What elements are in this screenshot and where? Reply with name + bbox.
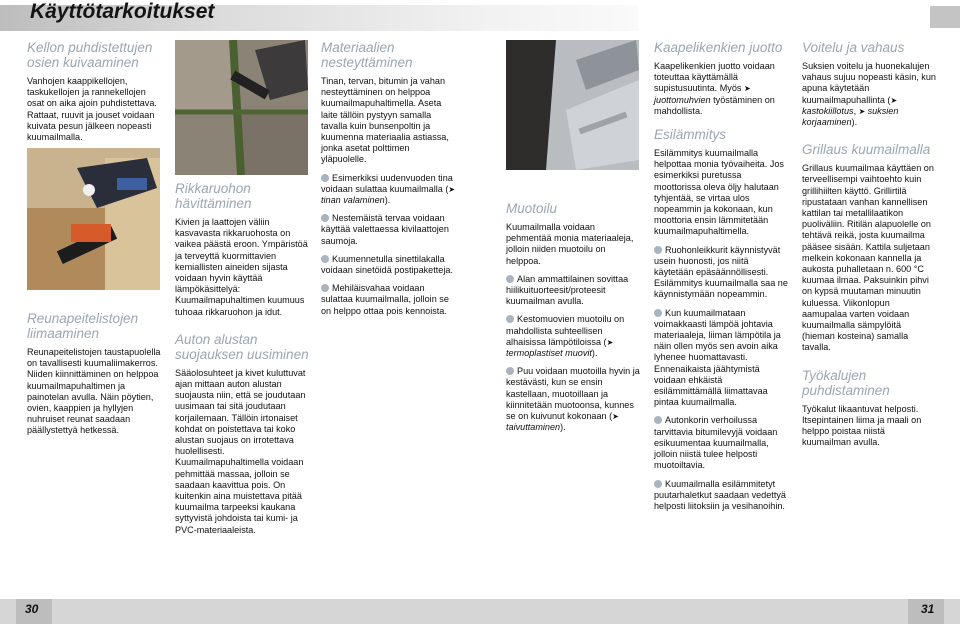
bullet-letkut: Kuumailmalla esilämmitetyt puutarhaletkut saadaan vedettyä helposti liitoksiin ja vesihanoihin.	[654, 478, 786, 511]
bullet-dot-icon	[506, 315, 514, 323]
heading-auton-alusta: Auton alustan suojauksen uusiminen	[175, 331, 309, 362]
link-tinan-valaminen[interactable]: tinan valaminen	[321, 195, 385, 206]
arrow-icon: ➤	[890, 95, 898, 105]
bullet-tina: Esimerkiksi uudenvuoden tina voidaan sulattaa kuumailmalla (➤ tinan valaminen).	[321, 172, 456, 206]
column-1	[27, 40, 162, 150]
bullet-hiilikuitu: Alan ammattilainen sovittaa hiilikuituorteesit/proteesit kuumailman avulla.	[506, 273, 629, 307]
arrow-icon: ➤	[448, 184, 456, 194]
bullet-sinetti: Kuumennetulla sinettilakalla voidaan sinetöidä postipaketteja.	[321, 253, 453, 276]
paragraph-muotoilu: Kuumailmalla voidaan pehmentää monia materiaaleja, jolloin niiden muotoilu on helppoa.	[506, 222, 634, 266]
arrow-icon: ➤	[743, 84, 751, 94]
arrow-icon: ➤	[858, 106, 868, 116]
paragraph-rikkaruoho: Kivien ja laattojen väliin kasvavasta rikkaruohosta on vaikea päästä eroon. Ympäristöä ja terveyttä kuormittavien kemiallisten aineiden sijasta voidaan hyvin käyttää lämpökäsittelyä: Kuumailmapuhaltimen kuumuus tuhoaa rikkaruohon ja idut.	[175, 217, 308, 317]
paragraph-reunapeite: Reunapeitelistojen taustapuolella on tavallisesti kuumaliimakerros. Niiden kiinnittäminen on helppoa kuumailmapuhaltimen ja painotelan avulla. Näin pöytien, ovien, kaappien ja hyllyjen nuhruiset reunat saadaan päällystettyä hetkessä.	[27, 347, 161, 436]
heading-voitelu: Voitelu ja vahaus	[802, 40, 905, 55]
link-termoplastiset[interactable]: termoplastiset muovit	[506, 348, 592, 359]
heading-grillaus: Grillaus kuumailmalla	[802, 142, 931, 158]
column-1-lower	[27, 311, 162, 444]
bullet-terva: Nestemäistä tervaa voidaan käyttää valettaessa kivilaattojen saumoja.	[321, 213, 449, 246]
heading-tyokalujen: Työkalujen puhdistaminen	[802, 367, 890, 398]
bullet-kestomuovi: Kestomuovien muotoilu on mahdollista suhteellisen alhaisissa lämpötiloissa (➤ termoplastiset muovit).	[506, 314, 625, 359]
column-4	[506, 201, 641, 440]
footer-band	[0, 599, 960, 624]
paragraph-esilammitys: Esilämmitys kuumailmalla helpottaa monia työvaiheita. Jos esimerkiksi puretussa moottorissa oleva öljy halutaan tyhjentää, se virtaa ulos nopeammin ja kokonaan, kun moottoria ensin lämmitetään kuumailmapuhaltimella.	[654, 148, 784, 237]
heading-reunapeite: Reunapeitelistojen liimaaminen	[27, 311, 139, 341]
bullet-dot-icon	[321, 284, 329, 292]
paragraph-materiaalien: Tinan, tervan, bitumin ja vahan nesteyttäminen on helppoa kuumailmapuhaltimella. Aseta laite tällöin pystyyn samalla tavalla kuin bunsenpoltin ja kuumenna materiaalia astiassa, jonka asetat polttimen yläpuolelle.	[321, 76, 449, 165]
paragraph-kaapelikenkien: Kaapelikenkien juotto voidaan toteuttaa käyttämällä supistusuutinta. Myös ➤ juottomuhvien työstäminen on mahdollista.	[654, 61, 775, 116]
heading-materiaalien: Materiaalien nesteyttäminen	[321, 40, 413, 70]
bullet-dot-icon	[654, 416, 662, 424]
link-juottomuhvien[interactable]: juottomuhvien	[654, 94, 711, 105]
column-6	[802, 40, 936, 455]
paragraph-kellon: Vanhojen kaappikellojen, taskukellojen ja rannekellojen osat on aika ajoin puhdistettava. Rattaat, ruuvit ja jouset voidaan kuivata pesun jälkeen nopeasti kuumailmalla.	[27, 76, 157, 143]
bullet-dot-icon	[321, 174, 329, 182]
link-kastokiillotus[interactable]: kastokiillotus	[802, 105, 854, 116]
bullet-dot-icon	[654, 309, 662, 317]
link-suksien-korjaaminen[interactable]: suksien korjaaminen	[802, 105, 899, 128]
molding-photo	[506, 40, 639, 170]
bullet-mehilaisvaha: Mehiläisvahaa voidaan sulattaa kuumailmalla, jolloin se on helppo ottaa pois kennoista.	[321, 283, 449, 316]
weed-burning-photo	[175, 40, 308, 175]
page-number-left: 30	[25, 602, 39, 616]
bullet-puu: Puu voidaan muotoilla hyvin ja kestävästi, kun se ensin kastellaan, muotoillaan ja kiinnitetään muotoonsa, kunnes se on kuivunut kokonaan (➤ taivuttaminen).	[506, 366, 640, 433]
paragraph-grillaus: Grillaus kuumailmaa käyttäen on terveellisempi vaihtoehto kuin grillihiilten käyttö. Grillirtilä ripustataan vanhan kannellisen kattilan tai metallilaatikon puoliväliin. Ritilän alapuolelle on tehtävä reikä, josta kuumailma pääsee sisään. Kattila suljetaan melkein kokonaan kannella ja aukosta puhalletaan n. 600 °C kuumaa ilmaa. Paksuinkin pihvi on kypsä muutaman minuutin kuluessa. Viikonlopun aamupalaa varten voidaan kuumailmalla sämpylöitä (hieman kosteina) samalla tavalla.	[802, 163, 934, 353]
paragraph-auton-alusta: Sääolosuhteet ja kivet kuluttuvat ajan mittaan auton alustan suojausta niin, että se joudutaan uusimaan tai sitä joudutaan korjailemaan. Tällöin irtonaiset kohdat on poistettava tai koko alustan suojaus on irrotettava huolellisesti. Kuumailmapuhaltimella voidaan pehmittää massaa, jolloin se saadaan kaavittua pois. On kuitenkin aina muistettava pitää kuumailma tarpeeksi kaukana syttyvistä johdoista tai kumi- ja PVC-materiaaleista.	[175, 367, 306, 535]
heading-muotoilu: Muotoilu	[506, 201, 558, 216]
paragraph-tyokalujen: Työkalut likaantuvat helposti. Itsepintainen liima ja maali on helppo poistaa niistä kuumailman avulla.	[802, 403, 922, 448]
heading-esilammitys: Esilämmitys	[654, 127, 727, 143]
paragraph-voitelu: Suksien voitelu ja huonekalujen vahaus sujuu nopeasti käsin, kun apuna käytetään kuumailmapuhallinta (➤ kastokiillotus, ➤ suksien korjaaminen).	[802, 61, 936, 128]
heading-kaapelikenkien: Kaapelikenkien juotto	[654, 40, 783, 55]
heat-gun-photo-1	[27, 148, 160, 290]
header-right-block	[930, 6, 960, 28]
bullet-dot-icon	[321, 214, 329, 222]
bullet-dot-icon	[654, 246, 662, 254]
bullet-dot-icon	[506, 367, 514, 375]
bullet-bitumi: Autonkorin verhoilussa tarvittavia bitumilevyjä voidaan esikuumentaa kuumailmalla, jolloin niistä tulee helposti muotoiltavia.	[654, 415, 778, 471]
arrow-icon: ➤	[612, 412, 619, 422]
bullet-dot-icon	[506, 275, 514, 283]
bullet-dot-icon	[654, 480, 662, 488]
arrow-icon: ➤	[606, 337, 614, 347]
link-taivuttaminen[interactable]: taivuttaminen	[506, 422, 561, 433]
column-2	[175, 181, 310, 543]
page-title: Käyttötarkoitukset	[30, 0, 215, 23]
bullet-ruohonleikkurit: Ruohonleikkurit käynnistyvät usein huonosti, jos niitä käytetään epäsäännöllisesti. Esilämmitys kuumailmalla saa ne käynnistymään nopeammin.	[654, 244, 788, 300]
bullet-dot-icon	[321, 255, 329, 263]
bullet-liima: Kun kuumailmataan voimakkaasti lämpöä johtavia materiaaleja, liiman lämpötila ja näin ollen myös sen avoin aika lyhenee huomattavasti. Ennenaikaista jäähtymistä voidaan ehkäistä esilämmittämällä liimattavaa pintaa kuumailmalla.	[654, 307, 781, 408]
heading-rikkaruoho: Rikkaruohon hävittäminen	[175, 181, 252, 211]
column-5	[654, 40, 789, 519]
column-3	[321, 40, 456, 324]
page-number-right: 31	[921, 602, 935, 616]
heading-kellon: Kellon puhdistettujen osien kuivaaminen	[27, 40, 153, 70]
